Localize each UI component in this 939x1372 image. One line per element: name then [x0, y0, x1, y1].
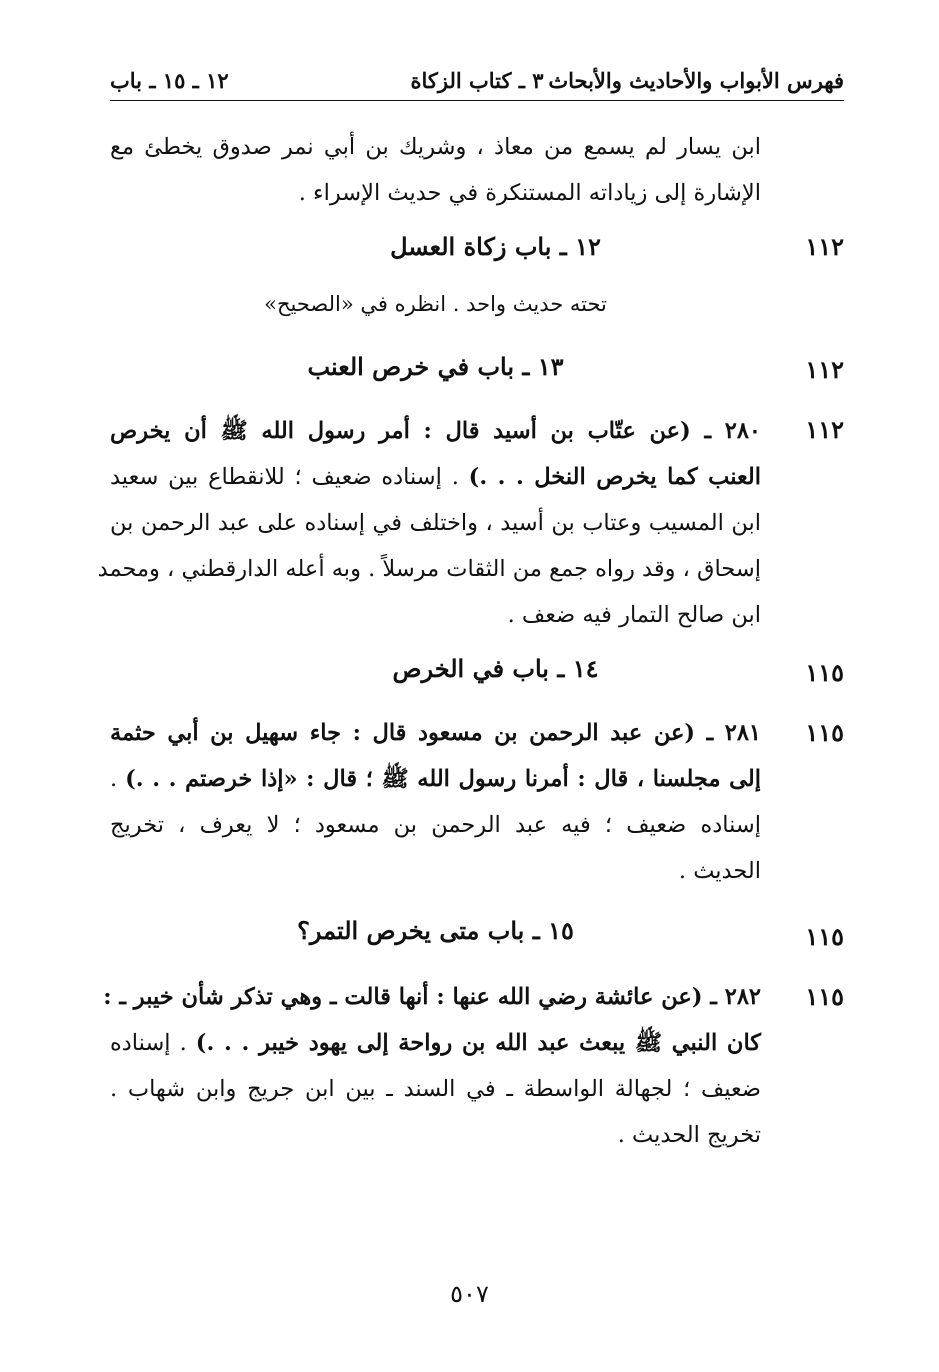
page-reference: ١١٥: [805, 922, 844, 951]
page-reference: ١١٢: [805, 415, 844, 444]
grading-text: . إسناده ضعيف ؛ للانقطاع بين سعيد: [110, 464, 469, 490]
hadith-text-bold: ٢٨٠ ـ (عن عتّاب بن أسيد قال : أمر رسول الله ﷺ أن يخرص: [110, 418, 761, 444]
hadith-entry: [103, 974, 762, 1158]
grading-text: . إسناده: [110, 1030, 196, 1056]
text-line: إسحاق ، وقد رواه جمع من الثقات مرسلاً . وبه أعله الدارقطني ، ومحمد: [97, 556, 761, 582]
text-line: الإشارة إلى زياداته المستنكرة في حديث الإسراء .: [298, 180, 761, 206]
text-line: ابن يسار لم يسمع من معاذ ، وشريك بن أبي نمر صدوق يخطئ مع: [110, 134, 761, 160]
hadith-text-bold: إلى مجلسنا ، قال : أمرنا رسول الله ﷺ ؛ قال : «إذا خرصتم . . .): [125, 766, 761, 792]
page-reference: ١١٢: [805, 232, 844, 261]
text-line: تخريج الحديث .: [617, 1122, 761, 1148]
grading-text: .: [110, 766, 126, 792]
continuation-paragraph: [110, 124, 761, 216]
section-heading: ١٤ ـ باب في الخرص: [392, 654, 599, 683]
section-heading: ١٣ ـ باب في خرص العنب: [307, 352, 564, 381]
running-header-chapter: ٣ ـ كتاب الزكاة: [410, 68, 544, 93]
section-heading: ١٢ ـ باب زكاة العسل: [390, 232, 601, 261]
text-line: ضعيف ؛ لجهالة الواسطة ـ في السند ـ بين ابن جريج وابن شهاب .: [110, 1076, 761, 1102]
section-heading: ١٥ ـ باب متى يخرص التمر؟: [297, 916, 574, 945]
section-note: تحته حديث واحد . انظره في «الصحيح»: [264, 292, 607, 316]
page-reference: ١١٢: [805, 355, 844, 384]
running-header-title: فهرس الأبواب والأحاديث والأبحاث: [548, 68, 844, 93]
page-reference: ١١٥: [805, 658, 844, 687]
hadith-text-bold: العنب كما يخرص النخل . . .): [468, 464, 761, 490]
running-header: [110, 64, 844, 101]
hadith-text-bold: كان النبي ﷺ يبعث عبد الله بن رواحة إلى يهود خيبر . . .): [195, 1030, 762, 1056]
page-reference: ١١٥: [805, 982, 844, 1011]
page-reference: ١١٥: [805, 718, 844, 747]
page-number: ٥٠٧: [450, 1280, 489, 1308]
hadith-text-bold: ٢٨١ ـ (عن عبد الرحمن بن مسعود قال : جاء سهيل بن أبي حثمة: [110, 720, 761, 746]
text-line: ابن صالح التمار فيه ضعف .: [507, 602, 761, 628]
running-header-sections: ١٢ ـ ١٥ ـ باب: [110, 68, 229, 93]
text-line: الحديث .: [678, 858, 761, 884]
hadith-entry: [110, 710, 761, 894]
hadith-text-bold: ٢٨٢ ـ (عن عائشة رضي الله عنها : أنها قالت ـ وهي تذكر شأن خيبر ـ :: [103, 984, 761, 1010]
hadith-entry: [97, 408, 761, 638]
text-line: إسناده ضعيف ؛ فيه عبد الرحمن بن مسعود ؛ لا يعرف ، تخريج: [110, 812, 761, 838]
text-line: ابن المسيب وعتاب بن أسيد ، واختلف في إسناده على عبد الرحمن بن: [110, 510, 761, 536]
